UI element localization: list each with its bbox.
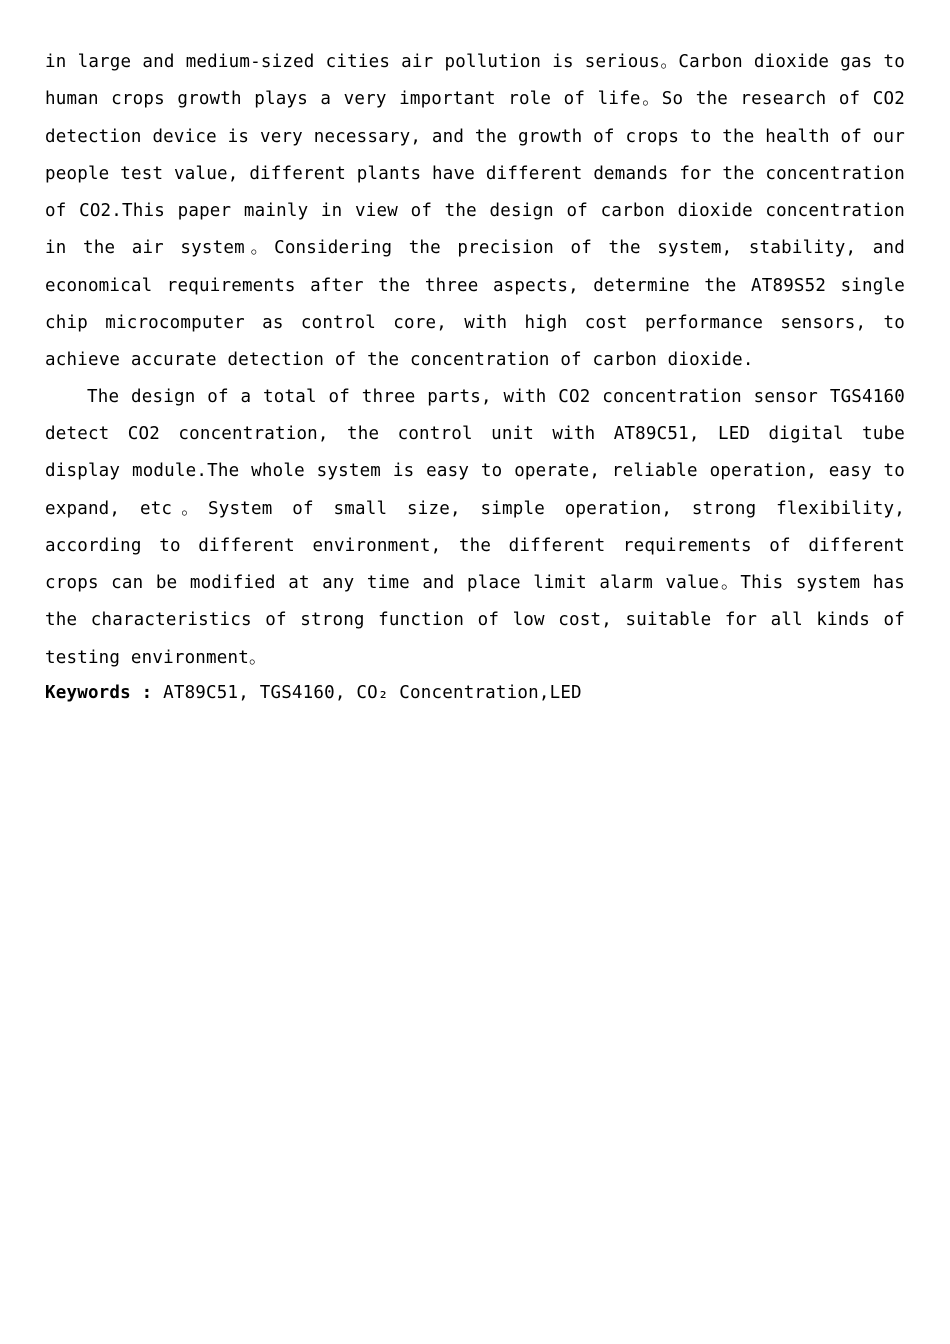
keywords-value: AT89C51, TGS4160, CO₂ Concentration,LED [152,683,582,704]
abstract-paragraph-1: in large and medium-sized cities air pollution is serious。Carbon dioxide gas to human crops growth plays a very important role of life。So the research of CO2 detection device is very necessary, and the growth of crops to the health of our people test value, different plants have different demands for the concentration of CO2.This paper mainly in view of the design of carbon dioxide concentration in the air system。Considering the precision of the system, stability, and economical requirements after the three aspects, determine the AT89S52 single chip microcomputer as control core, with high cost performance sensors, to achieve accurate detection of the concentration of carbon dioxide. [45,52,905,371]
abstract-paragraph-2: The design of a total of three parts, with CO2 concentration sensor TGS4160 detect CO2 concentration, the control unit with AT89C51, LED digital tube display module.The whole system is easy to operate, reliable operation, easy to expand, etc。System of small size, simple operation, strong flexibility, according to different environment, the different requirements of different crops can be modified at any time and place limit alarm value。This system has the characteristics of strong function of low cost, suitable for all kinds of testing environment。 [45,386,905,668]
keywords-line [45,675,905,712]
keywords-label: Keywords : [45,683,153,704]
document-page [45,44,905,712]
